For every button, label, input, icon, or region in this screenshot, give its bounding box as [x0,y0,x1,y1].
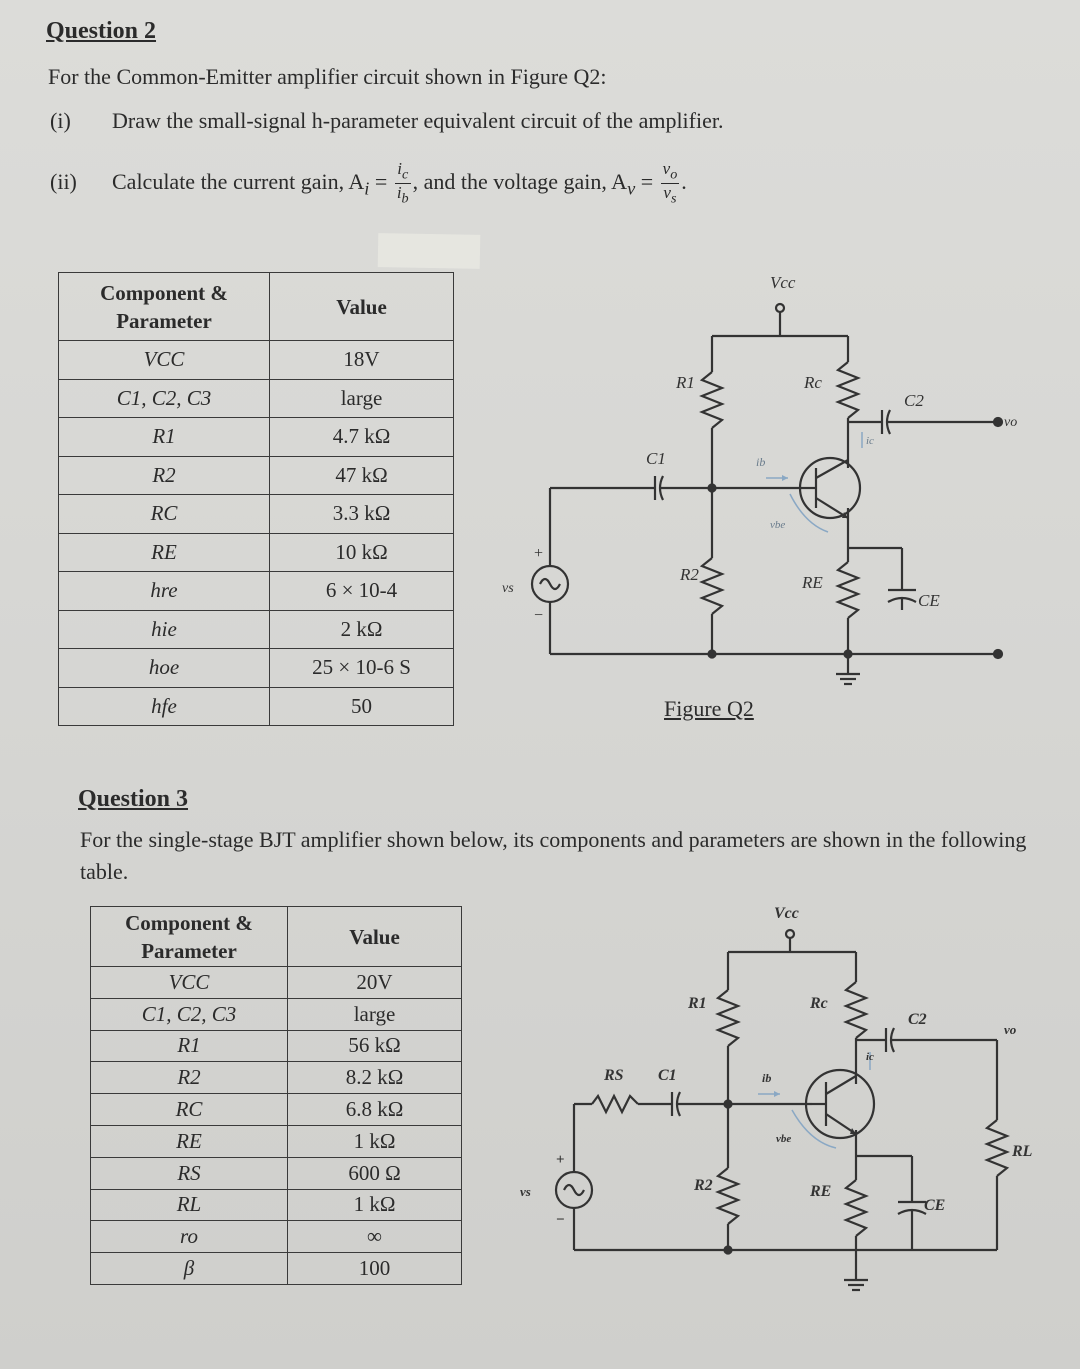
rc-resistor [846,982,866,1038]
table-row [59,456,454,495]
tape-strip [378,233,481,269]
value-cell: 1 kΩ [288,1189,462,1221]
table-row [91,1221,462,1253]
label-vbe: vbe [770,519,786,531]
label-vo: vo [1004,1022,1017,1037]
label-r2: R2 [680,565,699,584]
value-cell: 100 [288,1253,462,1285]
value-cell: 25 × 10-6 S [270,649,454,688]
label-ib: ib [762,1071,772,1085]
value-cell: ∞ [288,1221,462,1253]
r1-resistor [718,990,738,1046]
current-gain-fraction [395,160,411,208]
parameter-cell: RE [91,1125,288,1157]
label-vs: vs [502,581,514,596]
value-cell: 8.2 kΩ [288,1062,462,1094]
parameter-cell: hie [59,610,270,649]
label-rl: RL [1012,1143,1033,1160]
value-cell: 10 kΩ [270,533,454,572]
label-re: RE [802,573,823,592]
part2-number: (ii) [50,168,77,194]
vcc-terminal [776,304,784,312]
re-resistor [838,562,858,618]
part2-text-a: Calculate the current gain, A [112,168,365,194]
parameter-cell: hfe [59,687,270,726]
ai-denominator-sub: b [401,190,409,207]
vcc-terminal [786,930,794,938]
part1-text: Draw the small-signal h-parameter equivalent circuit of the amplifier. [112,108,724,133]
label-c2: C2 [908,1011,927,1028]
label-c1: C1 [646,449,666,468]
label-vbe: vbe [776,1133,792,1145]
table-row [91,1157,462,1189]
table-row [91,998,462,1030]
table-row [59,610,454,649]
label-c1: C1 [658,1067,677,1084]
r2-resistor [718,1168,738,1224]
table-row [91,1189,462,1221]
label-ic: ic [866,1051,874,1063]
value-cell: 50 [270,687,454,726]
figure-q3-circuit [500,890,1050,1310]
label-ce: CE [918,591,940,610]
figure-q2-circuit [490,262,1050,732]
parameter-cell: VCC [91,967,288,999]
value-cell: 6.8 kΩ [288,1094,462,1126]
value-cell: 4.7 kΩ [270,418,454,457]
label-ce: CE [924,1197,946,1214]
parameter-cell: RL [91,1189,288,1221]
label-rc: Rc [804,373,822,392]
question3-intro: For the single-stage BJT amplifier shown below, its components and parameters are shown in the following table. [80,827,1027,884]
rs-resistor [592,1096,638,1112]
av-denominator-sub: s [670,190,677,207]
question2-heading: Question 2 [46,18,157,44]
parameter-cell: β [91,1253,288,1285]
table-row [59,649,454,688]
rl-resistor [987,1120,1007,1176]
label-r2: R2 [694,1177,713,1194]
figure-q2-caption: Figure Q2 [664,696,754,721]
av-subscript: v [627,178,636,199]
re-resistor [846,1180,866,1236]
value-cell: 2 kΩ [270,610,454,649]
parameter-cell: VCC [59,341,270,380]
table-row [91,1094,462,1126]
table-row [59,418,454,457]
value-cell: 6 × 10-4 [270,572,454,611]
parameter-cell: RC [91,1094,288,1126]
parameter-cell: hre [59,572,270,611]
parameter-cell: R1 [59,418,270,457]
table-row [91,1030,462,1062]
value-cell: 18V [270,341,454,380]
question2-part1 [50,108,724,134]
question2-intro: For the Common-Emitter amplifier circuit shown in Figure Q2: [48,64,607,89]
label-ic: ic [866,435,874,447]
label-c2: C2 [904,391,924,410]
ai-numerator: i [397,159,402,178]
part1-number: (i) [50,108,71,133]
av-numerator-sub: o [670,166,678,183]
value-cell: 56 kΩ [288,1030,462,1062]
value-cell: large [270,379,454,418]
table-row [59,495,454,534]
voltage-gain-fraction [661,160,680,208]
av-numerator: v [662,159,671,178]
table-row [59,341,454,380]
av-denominator: v [663,183,671,203]
question2-part2: (ii) Calculate the current gain, $A_i$ = $\frac{i_c}{i_b}$ , and the voltage gain, $A_v$ = $\frac{v_o}{v_s}$ . [50,159,687,207]
parameter-cell: ro [91,1221,288,1253]
parameter-cell: C1, C2, C3 [59,379,270,418]
ai-subscript: i [364,178,370,199]
label-vo: vo [1004,415,1018,430]
value-cell: large [288,998,462,1030]
value-cell: 1 kΩ [288,1125,462,1157]
parameter-cell: R1 [91,1030,288,1062]
table-row [59,379,454,418]
value-cell: 20V [288,967,462,999]
table-row [91,967,462,999]
question2-parameter-table [58,272,454,726]
table-row [59,533,454,572]
parameter-cell: RE [59,533,270,572]
parameter-cell: hoe [59,649,270,688]
table-header-value: Value [270,273,454,341]
table-header-component: Component & Parameter [91,907,288,967]
table-row [91,1125,462,1157]
table-header-value: Value [288,907,462,967]
table-header-component: Component & Parameter [59,273,270,341]
label-rc: Rc [810,995,828,1012]
parameter-cell: R2 [91,1062,288,1094]
parameter-cell: R2 [59,456,270,495]
label-r1: R1 [688,995,707,1012]
value-cell: 3.3 kΩ [270,495,454,534]
parameter-cell: RS [91,1157,288,1189]
label-vcc: Vcc [770,273,796,292]
label-ib: ib [756,455,766,469]
ai-denominator: i [396,183,402,203]
label-re: RE [810,1183,832,1200]
parameter-cell: C1, C2, C3 [91,998,288,1030]
rc-resistor [838,362,858,418]
parameter-cell: RC [59,495,270,534]
label-plus: + [556,1152,565,1168]
value-cell: 47 kΩ [270,456,454,495]
value-cell: 600 Ω [288,1157,462,1189]
label-minus: − [556,1212,565,1228]
table-row [59,572,454,611]
part2-text-b: , and the voltage gain, A [412,168,628,194]
r1-resistor [702,372,722,428]
label-r1: R1 [676,373,695,392]
table-row [91,1253,462,1285]
question3-parameter-table [90,906,462,1285]
r2-resistor [702,558,722,614]
table-row [91,1062,462,1094]
label-minus: − [534,607,544,624]
question3-heading: Question 3 [78,786,189,812]
label-vcc: Vcc [774,905,799,922]
label-plus: + [534,545,544,562]
ai-numerator-sub: c [401,166,409,183]
label-rs: RS [604,1067,624,1084]
table-row [59,687,454,726]
label-vs: vs [520,1184,531,1199]
